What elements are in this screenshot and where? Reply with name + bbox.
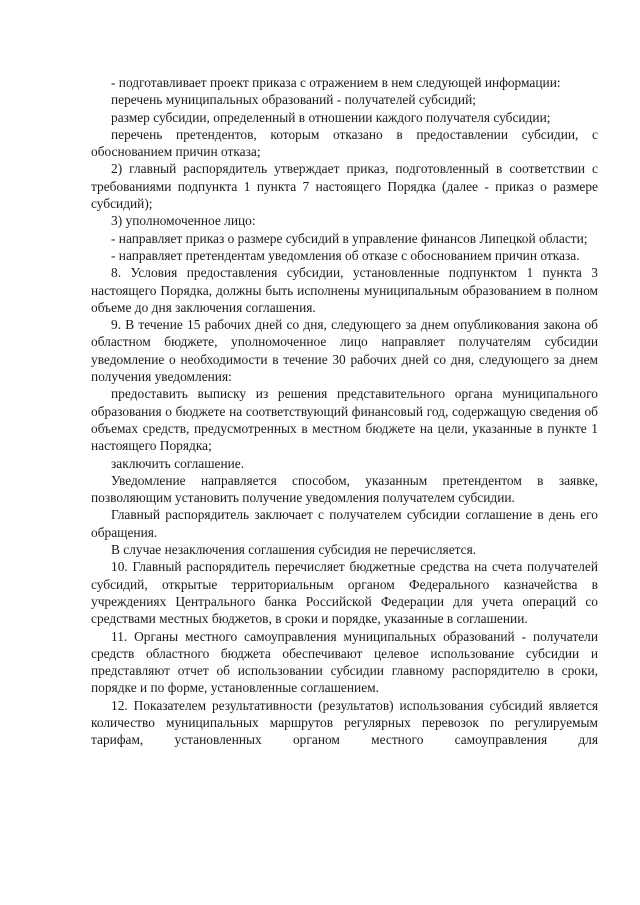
paragraph: 2) главный распорядитель утверждает приказ, подготовленный в соответствии с требованиями подпункта 1 пункта 7 настоящего Порядка (далее - приказ о размере субсидий);	[91, 161, 598, 212]
paragraph: - подготавливает проект приказа с отражением в нем следующей информации:	[111, 75, 561, 90]
paragraph: перечень претендентов, которым отказано в предоставлении субсидии, с обоснованием причин отказа;	[91, 126, 598, 160]
paragraph: 3) уполномоченное лицо:	[111, 213, 256, 229]
paragraph: 12. Показателем результативности (результатов) использования субсидий является количество муниципальных маршрутов регулярных перевозок по регулируемым тарифам, установленных органом местного самоуправления для	[91, 697, 598, 748]
paragraph: Главный распорядитель заключает с получателем субсидии соглашение в день его обращения.	[91, 507, 598, 540]
paragraph: 10. Главный распорядитель перечисляет бюджетные средства на счета получателей субсидий, открытые территориальным органом Федерального казначейства в учреждениях Центрального банка Российской Федерации для учета операций со средствами местных бюджетов, в сроки и порядке, указанные в соглашении.	[91, 559, 598, 627]
paragraph: 8. Условия предоставления субсидии, установленные подпунктом 1 пункта 3 настоящего Порядка, должны быть исполнены муниципальным образованием в полном объеме до дня заключения соглашения.	[91, 265, 598, 315]
paragraph: - направляет претендентам уведомления об отказе с обоснованием причин отказа.	[111, 247, 580, 263]
paragraph: - направляет приказ о размере субсидий в управление финансов Липецкой области;	[111, 230, 588, 246]
paragraph: предоставить выписку из решения представительного органа муниципального образования о бюджете на соответствующий финансовый год, содержащую сведения об объемах средств, предусмотренных в местном бюджете на цели, указанные в пункте 1 настоящего Порядка;	[91, 386, 598, 454]
paragraph: 11. Органы местного самоуправления муниципальных образований - получатели средств областного бюджета обеспечивают целевое использование субсидии и представляют отчет об использовании субсидии главному распорядителю в сроки, порядке и по форме, установленные соглашением.	[91, 628, 598, 696]
paragraph: размер субсидии, определенный в отношении каждого получателя субсидии;	[111, 109, 551, 125]
paragraph: 9. В течение 15 рабочих дней со дня, следующего за днем опубликования закона об областном бюджете, уполномоченное лицо направляет получателям субсидии уведомление о необходимости в течение 30 рабочих дней со дня, следующего за днем получения уведомления:	[91, 317, 598, 385]
paragraph: заключить соглашение.	[111, 455, 245, 471]
paragraph: В случае незаключения соглашения субсидия не перечисляется.	[111, 542, 477, 558]
paragraph: перечень муниципальных образований - получателей субсидий;	[111, 92, 476, 108]
paragraph: Уведомление направляется способом, указанным претендентом в заявке, позволяющим установить получение уведомления получателем субсидии.	[91, 472, 598, 506]
